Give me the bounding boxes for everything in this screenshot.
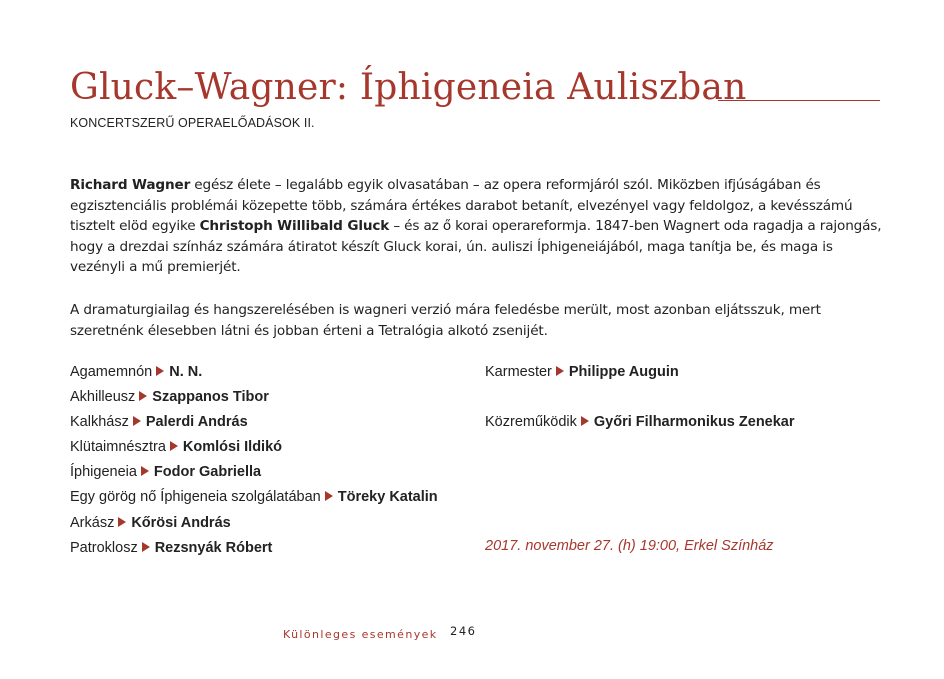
performer-name: Rezsnyák Róbert bbox=[154, 539, 273, 556]
title-rule bbox=[718, 100, 880, 101]
performer-name: Philippe Auguin bbox=[568, 364, 679, 380]
triangle-right-icon bbox=[581, 416, 589, 426]
intro-text-2: – és az ő korai operareformja. 1847-ben Wagnert oda ragadja a rajongás, hogy a drezdai színház számára átiratot készít Gluck korai, ún. auliszi Íphigeneiájából, maga tanítja be, és maga is vezényli a mű premierjét. bbox=[70, 218, 882, 276]
page-number: 246 bbox=[450, 624, 477, 638]
performer-name: Töreky Katalin bbox=[337, 489, 438, 506]
composer-gluck: Christoph Willibald Gluck bbox=[199, 218, 390, 235]
cast-row bbox=[70, 437, 438, 462]
role-label: Patroklosz bbox=[70, 539, 138, 556]
role-label: Kalkhász bbox=[70, 414, 129, 431]
credit-row bbox=[485, 362, 795, 387]
credit-row bbox=[485, 412, 795, 437]
cast-row bbox=[70, 362, 438, 387]
cast-row bbox=[70, 387, 438, 412]
footer-section-title: Különleges események bbox=[283, 628, 438, 641]
performer-name: Kőrösi András bbox=[131, 514, 231, 531]
role-label: Akhilleusz bbox=[70, 389, 136, 406]
triangle-right-icon bbox=[139, 391, 147, 401]
performer-name: Győri Filharmonikus Zenekar bbox=[593, 414, 795, 431]
performance-date: 2017. november 27. (h) 19:00, Erkel Színház bbox=[485, 538, 774, 554]
credits-list bbox=[485, 362, 795, 437]
performer-name: Komlósi Ildikó bbox=[182, 439, 282, 456]
composer-wagner: Richard Wagner bbox=[70, 177, 191, 193]
role-label: Arkász bbox=[70, 514, 115, 531]
role-label: Agamemnón bbox=[70, 364, 153, 380]
role-label: Karmester bbox=[485, 364, 552, 380]
cast-row bbox=[70, 538, 438, 563]
role-label: Egy görög nő Íphigeneia szolgálatában bbox=[70, 489, 321, 506]
page-subtitle: KONCERTSZERŰ OPERAELŐADÁSOK II. bbox=[70, 116, 315, 130]
cast-list bbox=[70, 362, 438, 563]
performer-name: N. N. bbox=[169, 364, 203, 380]
intro-text-1: egész élete – legalább egyik olvasatában – az opera reformjáról szól. Miközben ifjúságában és egzisztenciális problémái közepette több, számára értékes darabot betanít, elvezényel vagy feldolgoz, a kevésszámú tisztelt elöd egyike bbox=[70, 177, 853, 235]
intro-paragraph bbox=[70, 175, 882, 278]
page-title: Gluck–Wagner: Íphigeneia Auliszban bbox=[70, 67, 747, 108]
role-label: Közreműködik bbox=[485, 414, 577, 431]
credit-spacer bbox=[485, 387, 795, 412]
triangle-right-icon bbox=[556, 366, 564, 376]
triangle-right-icon bbox=[325, 491, 333, 501]
performer-name: Palerdi András bbox=[145, 414, 248, 431]
triangle-right-icon bbox=[141, 466, 149, 476]
cast-row bbox=[70, 487, 438, 512]
performer-name: Fodor Gabriella bbox=[153, 464, 262, 481]
cast-row bbox=[70, 412, 438, 437]
cast-row bbox=[70, 513, 438, 538]
triangle-right-icon bbox=[142, 542, 150, 552]
role-label: Klütaimnésztra bbox=[70, 439, 166, 456]
triangle-right-icon bbox=[118, 517, 126, 527]
performer-name: Szappanos Tibor bbox=[152, 389, 269, 406]
role-label: Íphigeneia bbox=[70, 464, 137, 481]
triangle-right-icon bbox=[133, 416, 141, 426]
cast-row bbox=[70, 462, 438, 487]
second-paragraph: A dramaturgiailag és hangszerelésében is wagneri verzió mára feledésbe merült, most azonban eljátsszuk, mert szeretnénk élesebben látni és jobban érteni a Tetralógia alkotó zsenijét. bbox=[70, 302, 821, 339]
triangle-right-icon bbox=[170, 441, 178, 451]
triangle-right-icon bbox=[156, 366, 164, 376]
